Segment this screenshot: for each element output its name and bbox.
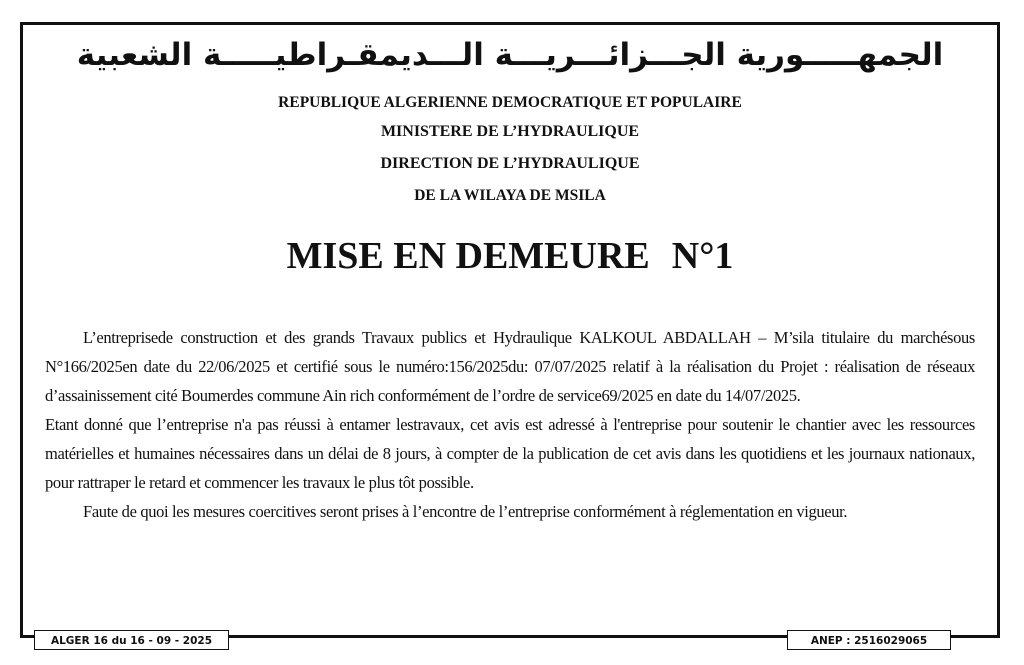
- publication-date-label: ALGER 16 du 16 - 09 - 2025: [34, 630, 229, 650]
- republic-line: REPUBLIQUE ALGERIENNE DEMOCRATIQUE ET POPULAIRE: [278, 94, 742, 111]
- direction-line: DIRECTION DE L’HYDRAULIQUE: [380, 155, 640, 172]
- body-paragraph-1: L’entreprisede construction et des grands Travaux publics et Hydraulique KALKOUL ABDALLAH – M’sila titulaire du marchésous N°166/2025en date du 22/06/2025 et certifié sous le numéro:156/2025du: 07/07/2025 relatif à la réalisation du Projet : réalisation de réseaux d’assainissement cité Boumerdes commune Ain rich conformément de l’ordre de service69/2025 en date du 14/07/2025.: [45, 328, 975, 405]
- arabic-header: الجمهـــــورية الجـــزائـــريـــة الـــديمقـراطيـــــة الشعبية: [76, 37, 944, 73]
- notice-body: [45, 323, 975, 526]
- body-paragraph-2: Etant donné que l’entreprise n'a pas réussi à entamer lestravaux, cet avis est adressé à l'entreprise pour soutenir le chantier avec les ressources matérielles et humaines nécessaires dans un délai de 8 jours, à compter de la publication de cet avis dans les quotidiens et les journaux nationaux, pour rattraper le retard et commencer les travaux le plus tôt possible.: [45, 415, 975, 492]
- body-paragraph-3: Faute de quoi les mesures coercitives seront prises à l’encontre de l’entreprise conformément à réglementation en vigueur.: [83, 502, 848, 521]
- notice-title-number: N°1: [671, 235, 734, 277]
- wilaya-line: DE LA WILAYA DE MSILA: [414, 187, 606, 204]
- ministry-line: MINISTERE DE L’HYDRAULIQUE: [380, 123, 640, 140]
- notice-frame: [20, 22, 1000, 638]
- anep-reference-label: ANEP : 2516029065: [787, 630, 951, 650]
- notice-title: [23, 233, 997, 279]
- notice-title-text: MISE EN DEMEURE: [286, 235, 650, 277]
